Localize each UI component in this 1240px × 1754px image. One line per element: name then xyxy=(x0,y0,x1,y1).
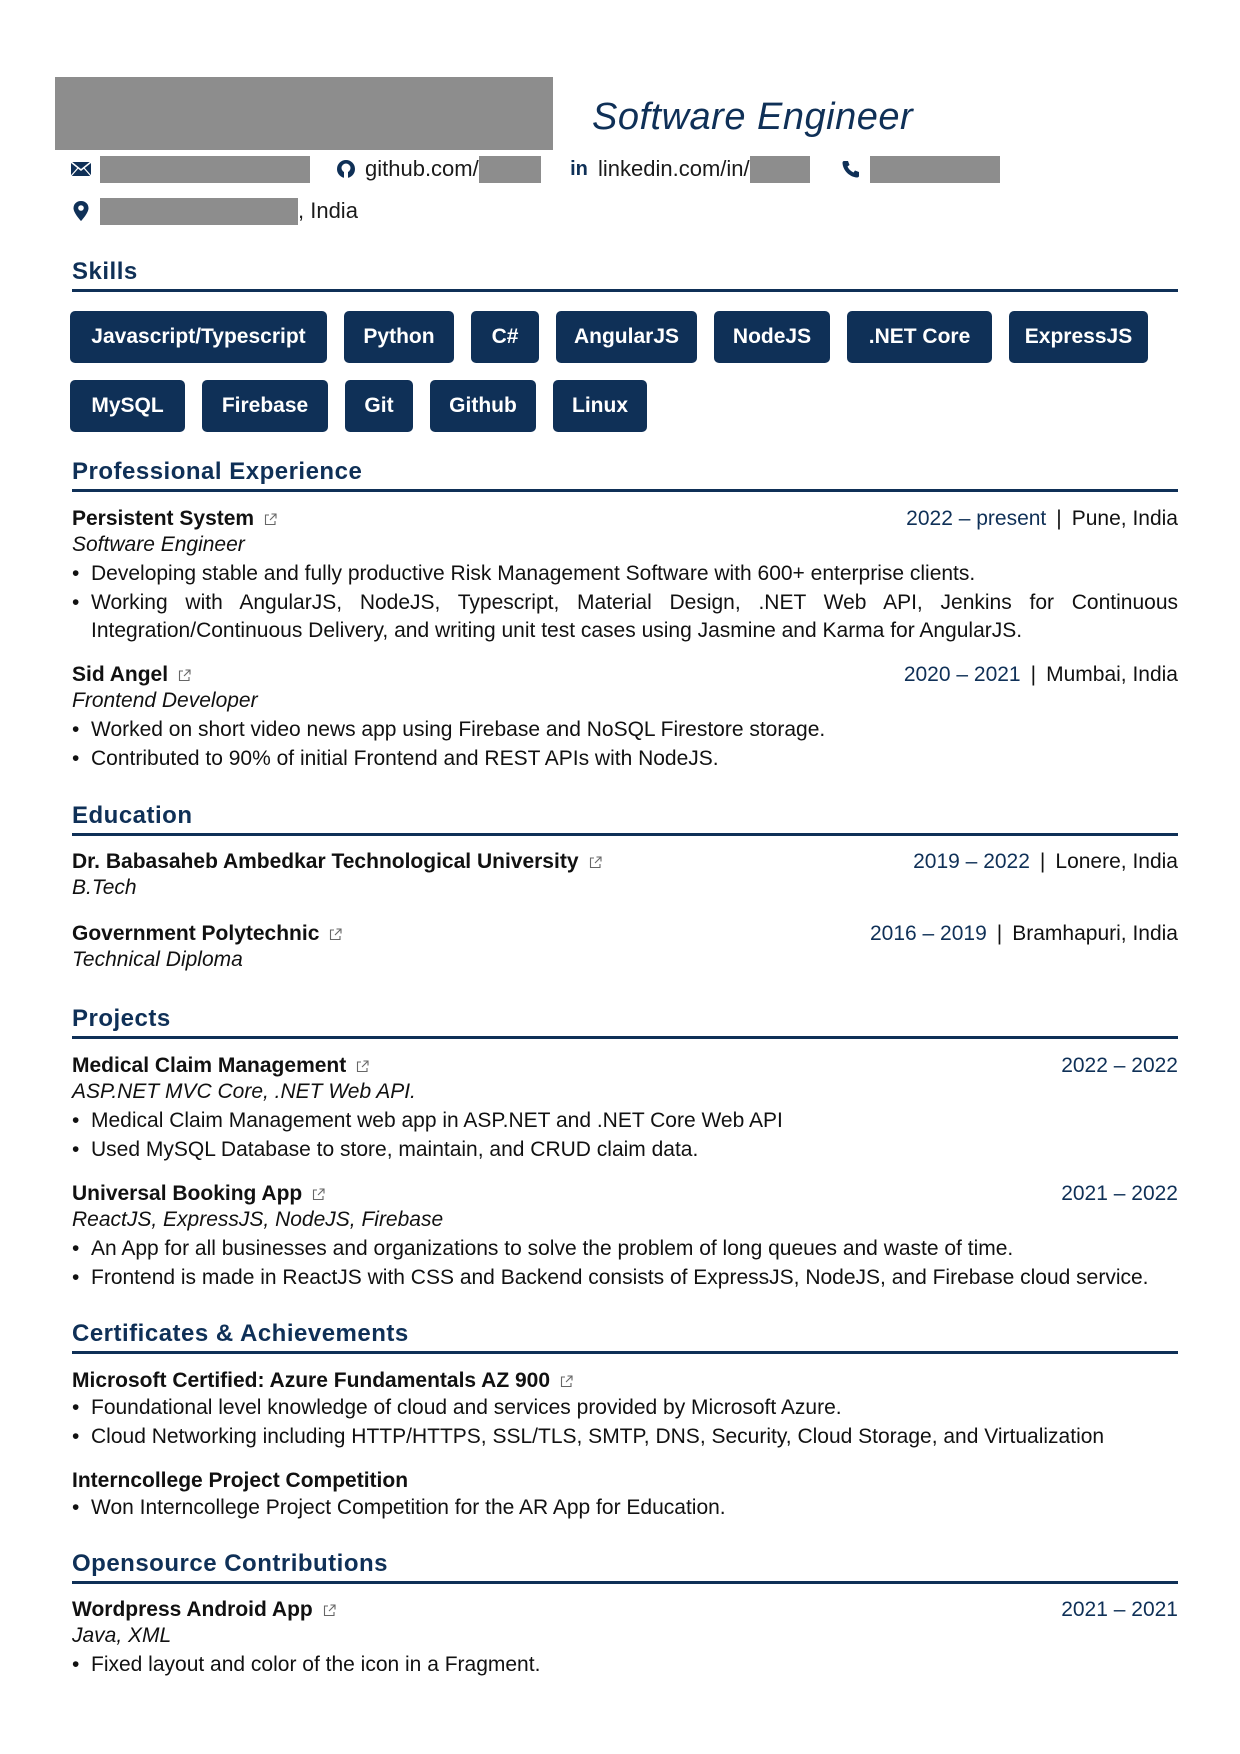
list-item: • Used MySQL Database to store, maintain, and CRUD claim data. xyxy=(72,1136,1178,1165)
list-item: • Medical Claim Management web app in ASP.NET and .NET Core Web API xyxy=(72,1107,1178,1136)
location-item xyxy=(70,196,358,226)
company-name[interactable]: Persistent System xyxy=(72,507,277,531)
external-link-icon xyxy=(560,1375,573,1388)
phone-redacted xyxy=(870,156,1000,183)
entry-meta: 2020 – 2021 | Mumbai, India xyxy=(903,663,1178,686)
entry-dates: 2019 – 2022 xyxy=(913,850,1030,873)
skill-chip: Firebase xyxy=(202,380,328,432)
education-heading: Education xyxy=(72,802,193,829)
skill-chip: Javascript/Typescript xyxy=(70,311,327,363)
email-item[interactable] xyxy=(70,154,310,184)
opensource-tech: Java, XML xyxy=(72,1624,172,1647)
list-item: • Foundational level knowledge of cloud and services provided by Microsoft Azure. xyxy=(72,1394,1178,1423)
experience-bullets xyxy=(72,716,1178,773)
entry-dates: 2020 – 2021 xyxy=(903,663,1021,686)
certificate-entry-header xyxy=(72,1367,1178,1395)
role-title: Software Engineer xyxy=(72,533,245,556)
skill-chip: C# xyxy=(471,311,539,363)
entry-dates: 2022 – 2022 xyxy=(1061,1054,1178,1077)
email-redacted xyxy=(100,156,310,183)
experience-entry-header xyxy=(72,505,1178,533)
location-row xyxy=(70,196,570,226)
external-link-icon xyxy=(264,513,277,526)
skills-divider xyxy=(72,289,1178,292)
school-name[interactable]: Dr. Babasaheb Ambedkar Technological University xyxy=(72,850,602,874)
name-redacted xyxy=(55,77,553,150)
phone-icon xyxy=(840,158,862,180)
entry-location: Mumbai, India xyxy=(1046,663,1178,686)
entry-dates: 2021 – 2022 xyxy=(1061,1182,1178,1205)
github-icon xyxy=(335,158,357,180)
project-entry-header xyxy=(72,1052,1178,1080)
skill-chip: Python xyxy=(344,311,454,363)
experience-entry-header xyxy=(72,661,1178,689)
project-name[interactable]: Universal Booking App xyxy=(72,1182,325,1206)
entry-meta: 2019 – 2022 | Lonere, India xyxy=(913,850,1178,873)
education-entry-header xyxy=(72,848,1178,876)
external-link-icon xyxy=(589,856,602,869)
experience-bullets xyxy=(72,560,1178,646)
experience-divider xyxy=(72,489,1178,492)
skill-chip: Linux xyxy=(553,380,647,432)
project-tech: ReactJS, ExpressJS, NodeJS, Firebase xyxy=(72,1208,444,1231)
skills-heading: Skills xyxy=(72,258,138,285)
list-item: • Won Interncollege Project Competition for the AR App for Education. xyxy=(72,1494,1178,1523)
project-tech: ASP.NET MVC Core, .NET Web API. xyxy=(72,1080,416,1103)
project-bullets xyxy=(72,1107,1178,1164)
linkedin-icon: in xyxy=(570,157,588,180)
project-bullets xyxy=(72,1235,1178,1292)
phone-item[interactable] xyxy=(840,154,1000,184)
external-link-icon xyxy=(323,1604,336,1617)
skill-chip: MySQL xyxy=(70,380,185,432)
list-item: • Developing stable and fully productive Risk Management Software with 600+ enterprise clients. xyxy=(72,560,1178,589)
skill-chip: Github xyxy=(430,380,536,432)
certificates-divider xyxy=(72,1351,1178,1354)
certificate-bullets xyxy=(72,1394,1178,1451)
opensource-heading: Opensource Contributions xyxy=(72,1550,389,1577)
location-country: , India xyxy=(298,198,358,223)
github-item[interactable] xyxy=(335,154,541,184)
entry-dates: 2022 – present xyxy=(906,507,1047,530)
list-item: • Worked on short video news app using Firebase and NoSQL Firestore storage. xyxy=(72,716,1178,745)
entry-location: Pune, India xyxy=(1071,507,1178,530)
entry-meta: 2016 – 2019 | Bramhapuri, India xyxy=(869,922,1178,945)
entry-dates: 2016 – 2019 xyxy=(869,922,987,945)
opensource-entry-header xyxy=(72,1596,1178,1624)
skill-chip: .NET Core xyxy=(847,311,992,363)
list-item: • Frontend is made in ReactJS with CSS and Backend consists of ExpressJS, NodeJS, and Firebase cloud service. xyxy=(72,1264,1178,1293)
external-link-icon xyxy=(356,1060,369,1073)
projects-heading: Projects xyxy=(72,1005,171,1032)
skill-chip: ExpressJS xyxy=(1009,311,1148,363)
degree: B.Tech xyxy=(72,876,137,899)
certificate-entry-header xyxy=(72,1467,1178,1495)
skill-chip: AngularJS xyxy=(556,311,697,363)
list-item: • Fixed layout and color of the icon in a Fragment. xyxy=(72,1651,1178,1680)
education-divider xyxy=(72,833,1178,836)
skill-chip: Git xyxy=(345,380,413,432)
city-redacted xyxy=(100,198,298,225)
role-title: Frontend Developer xyxy=(72,689,258,712)
github-prefix: github.com/ xyxy=(365,156,479,181)
external-link-icon xyxy=(178,669,191,682)
projects-divider xyxy=(72,1036,1178,1039)
school-name[interactable]: Government Polytechnic xyxy=(72,922,342,946)
skills-row-1 xyxy=(70,311,1165,363)
degree: Technical Diploma xyxy=(72,948,243,971)
opensource-project-name[interactable]: Wordpress Android App xyxy=(72,1598,336,1622)
project-name[interactable]: Medical Claim Management xyxy=(72,1054,369,1078)
entry-dates: 2021 – 2021 xyxy=(1061,1598,1178,1621)
external-link-icon xyxy=(312,1188,325,1201)
list-item: • Working with AngularJS, NodeJS, Typescript, Material Design, .NET Web API, Jenkins for Continuous Integration/Continuous Delivery, and writing unit test cases using Jasmine and Karma for AngularJS. xyxy=(72,589,1178,646)
external-link-icon xyxy=(329,928,342,941)
list-item: • Cloud Networking including HTTP/HTTPS, SSL/TLS, SMTP, DNS, Security, Cloud Storage, and Virtualization xyxy=(72,1423,1178,1452)
opensource-divider xyxy=(72,1581,1178,1584)
skill-chip: NodeJS xyxy=(714,311,830,363)
map-pin-icon xyxy=(70,200,92,222)
linkedin-prefix: linkedin.com/in/ xyxy=(598,156,750,181)
skills-row-2 xyxy=(70,380,664,432)
achievement-name: Interncollege Project Competition xyxy=(72,1469,409,1492)
job-title: Software Engineer xyxy=(592,96,914,138)
linkedin-username-redacted xyxy=(750,156,810,183)
achievement-bullets xyxy=(72,1494,1178,1523)
list-item: • An App for all businesses and organizations to solve the problem of long queues and waste of time. xyxy=(72,1235,1178,1264)
linkedin-item[interactable] xyxy=(568,154,810,184)
entry-location: Bramhapuri, India xyxy=(1012,922,1178,945)
education-entry-header xyxy=(72,920,1178,948)
list-item: • Contributed to 90% of initial Frontend and REST APIs with NodeJS. xyxy=(72,745,1178,774)
project-entry-header xyxy=(72,1180,1178,1208)
certificates-heading: Certificates & Achievements xyxy=(72,1320,409,1347)
entry-location: Lonere, India xyxy=(1055,850,1178,873)
envelope-icon xyxy=(70,158,92,180)
opensource-bullets xyxy=(72,1651,1178,1680)
experience-heading: Professional Experience xyxy=(72,458,363,485)
company-name[interactable]: Sid Angel xyxy=(72,663,191,687)
entry-meta: 2022 – present | Pune, India xyxy=(906,507,1178,530)
github-username-redacted xyxy=(479,156,541,183)
contact-row xyxy=(70,154,1180,184)
certificate-name[interactable]: Microsoft Certified: Azure Fundamentals AZ 900 xyxy=(72,1369,573,1393)
